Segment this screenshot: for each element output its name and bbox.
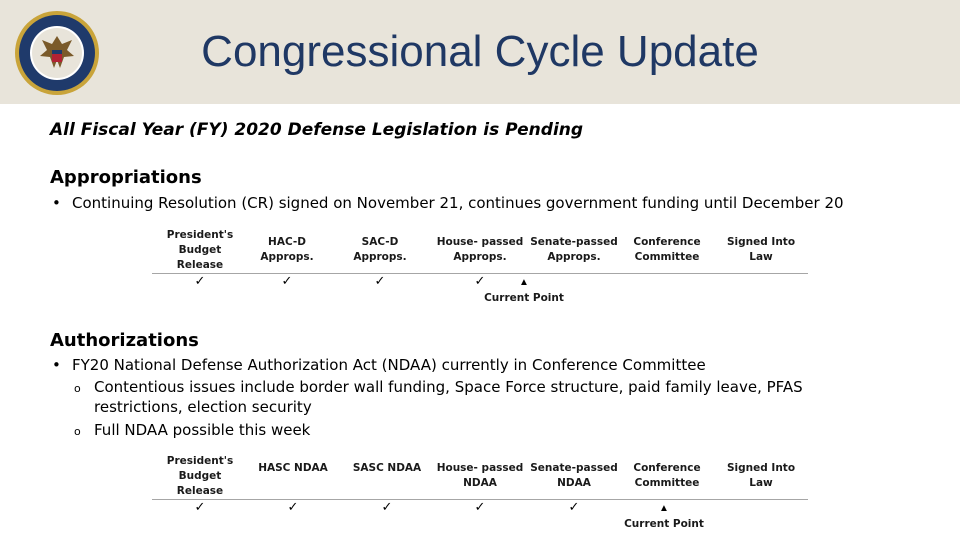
header-bar — [0, 0, 960, 104]
stage-label: Signed Into Law — [726, 236, 796, 263]
page-title: Congressional Cycle Update — [201, 27, 759, 76]
appropriations-bullet-text: Continuing Resolution (CR) signed on November 21, continues government funding until December 20 — [72, 194, 844, 212]
stage-label: Senate-passed Approps. — [530, 236, 618, 263]
authorizations-stage-labels — [152, 454, 808, 500]
stage-label: SAC-D Approps. — [353, 236, 407, 263]
appropriations-stage-labels — [152, 228, 808, 274]
authorizations-bullet-text: FY20 National Defense Authorization Act (NDAA) currently in Conference Committee — [72, 356, 706, 374]
check-icon: ✓ — [474, 499, 486, 514]
stage-label: SASC NDAA — [352, 462, 422, 474]
appropriations-heading: Appropriations — [50, 167, 202, 188]
check-icon: ✓ — [381, 499, 393, 514]
stage-label: Conference Committee — [633, 236, 701, 263]
subbullet-circle-icon: o — [74, 382, 81, 395]
check-icon: ✓ — [474, 273, 486, 288]
subbullet-circle-icon: o — [74, 425, 81, 438]
stage-label: House- passed Approps. — [436, 236, 524, 263]
check-icon: ✓ — [374, 273, 386, 288]
stage-label: HASC NDAA — [258, 462, 328, 474]
stage-label: Conference Committee — [633, 462, 701, 489]
stage-label: Signed Into Law — [726, 462, 796, 489]
current-point-triangle-icon: ▲ — [659, 503, 669, 514]
subbullet-text: Contentious issues include border wall funding, Space Force structure, paid family leave, PFAS restrictions, election security — [94, 378, 803, 416]
current-point-label: Current Point — [624, 518, 704, 530]
current-point-triangle-icon: ▲ — [519, 277, 529, 288]
current-point-label: Current Point — [484, 292, 564, 304]
stage-label: Senate-passed NDAA — [530, 462, 618, 489]
subbullet-text: Full NDAA possible this week — [94, 421, 311, 439]
stage-label: President's Budget Release — [166, 229, 234, 271]
bullet-dot: • — [52, 194, 61, 212]
page-subtitle: All Fiscal Year (FY) 2020 Defense Legislation is Pending — [50, 120, 584, 140]
stage-label: President's Budget Release — [166, 455, 234, 497]
check-icon: ✓ — [568, 499, 580, 514]
check-icon: ✓ — [281, 273, 293, 288]
authorizations-bullet — [52, 355, 706, 375]
stage-label: HAC-D Approps. — [260, 236, 314, 263]
stage-label: House- passed NDAA — [436, 462, 524, 489]
check-icon: ✓ — [194, 499, 206, 514]
check-icon: ✓ — [287, 499, 299, 514]
check-icon: ✓ — [194, 273, 206, 288]
authorizations-subbullet — [74, 377, 874, 417]
bullet-dot: • — [52, 356, 61, 374]
appropriations-bullet — [52, 193, 844, 213]
authorizations-cycle — [152, 454, 808, 530]
appropriations-cycle — [152, 228, 808, 304]
authorizations-subbullet — [74, 420, 874, 442]
authorizations-heading: Authorizations — [50, 330, 199, 351]
